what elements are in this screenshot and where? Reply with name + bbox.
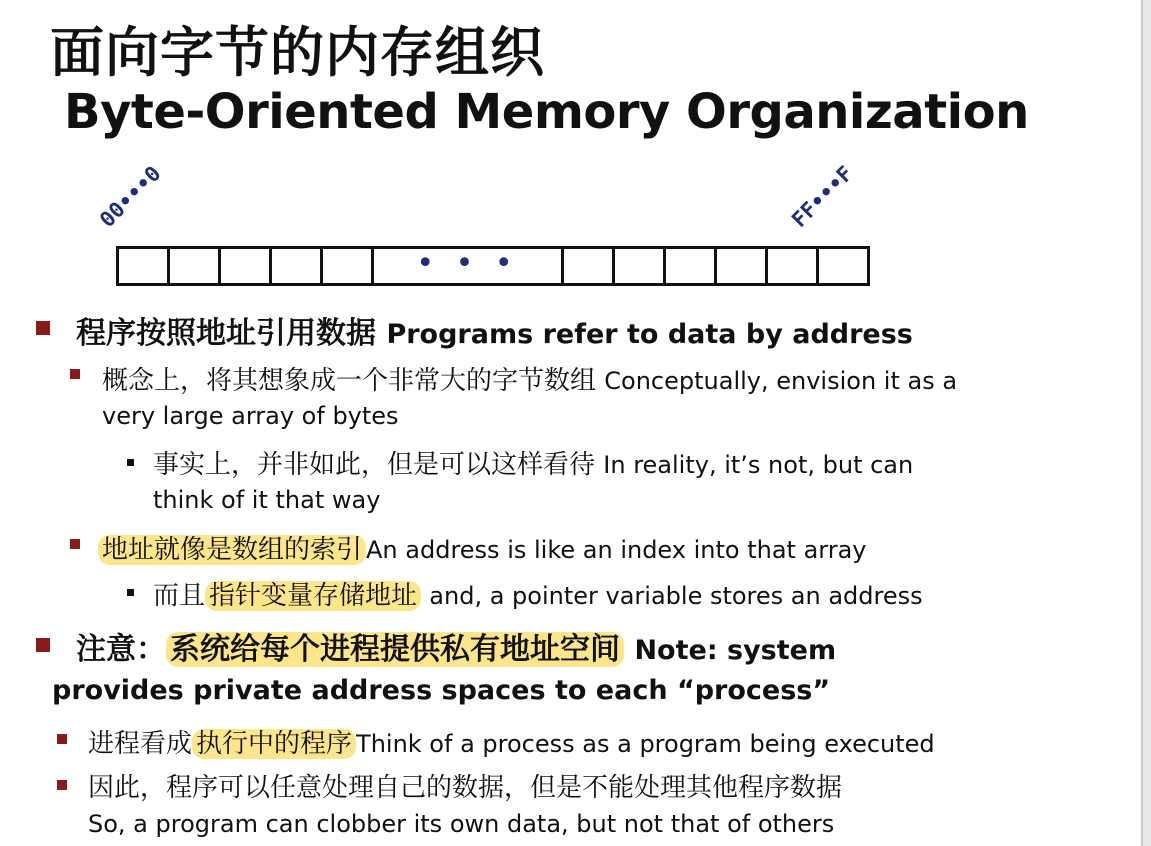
memory-cell <box>323 249 374 283</box>
sub-sub-bullet-marker <box>127 459 134 466</box>
bullet-text-en-cont: provides private address spaces to each “process” <box>52 675 831 706</box>
memory-byte-array <box>116 246 870 286</box>
highlighted-text-cn: 执行中的程序 <box>192 729 356 759</box>
memory-cell <box>615 249 666 283</box>
sub-sub-bullet-marker <box>127 589 134 596</box>
memory-cell <box>119 249 170 283</box>
bullet-text-cn: 概念上，将其想象成一个非常大的字节数组 <box>102 366 597 396</box>
bullet-text-en: Note: system <box>634 635 837 666</box>
memory-end-label: FF•••F <box>787 161 858 232</box>
bullet-text-cn: 而且 <box>153 581 206 611</box>
memory-cell <box>221 249 272 283</box>
bullet-text-en: An address is like an index into that array <box>366 536 867 564</box>
sub-sub-bullet-in-reality-continued <box>153 485 380 515</box>
bullet-note-private-address-continued <box>52 672 830 707</box>
sub-bullet-clobber-data <box>88 767 842 804</box>
highlighted-text-cn: 系统给每个进程提供私有地址空间 <box>166 632 624 667</box>
bullet-text-en-cont: very large array of bytes <box>102 402 399 430</box>
memory-cell <box>768 249 819 283</box>
highlighted-text-cn: 指针变量存储地址 <box>205 581 421 611</box>
bullet-text-cn: 进程看成 <box>88 729 193 759</box>
bullet-marker <box>36 321 50 335</box>
sub-bullet-conceptually <box>102 360 957 397</box>
sub-bullet-marker <box>70 369 80 379</box>
bullet-note-private-address <box>76 624 836 668</box>
memory-start-label: 00•••0 <box>95 161 166 232</box>
bullet-marker <box>36 638 50 652</box>
memory-cell <box>717 249 768 283</box>
highlighted-text-cn: 地址就像是数组的索引 <box>98 535 366 565</box>
bullet-text-en: Conceptually, envision it as a <box>604 367 958 395</box>
sub-bullet-process-definition <box>88 723 935 760</box>
sub-sub-bullet-pointer-variable <box>153 575 923 612</box>
memory-cell <box>564 249 615 283</box>
bullet-text-cn: 程序按照地址引用数据 <box>76 316 376 351</box>
bullet-text-en-cont: think of it that way <box>153 486 381 514</box>
memory-cell <box>272 249 323 283</box>
memory-cell <box>819 249 870 283</box>
sub-bullet-marker <box>57 734 67 744</box>
sub-bullet-conceptually-continued <box>102 401 399 431</box>
window-edge <box>1141 0 1151 846</box>
bullet-text-cn: 注意： <box>76 632 166 667</box>
bullet-text-en: Think of a process as a program being executed <box>356 730 935 758</box>
bullet-programs-refer-data <box>76 308 913 352</box>
bullet-text-en: In reality, it’s not, but can <box>603 451 914 479</box>
bullet-text-en: Programs refer to data by address <box>386 319 913 350</box>
bullet-text-en: So, a program can clobber its own data, but not that of others <box>88 810 835 838</box>
sub-bullet-address-index <box>98 529 867 566</box>
memory-cell <box>170 249 221 283</box>
memory-ellipsis: • • • <box>416 246 519 281</box>
memory-cell <box>666 249 717 283</box>
bullet-text-en: and, a pointer variable stores an address <box>429 582 923 610</box>
memory-cell-gap <box>374 246 564 283</box>
title-chinese: 面向字节的内存组织 <box>50 21 545 84</box>
bullet-text-cn: 事实上，并非如此，但是可以这样看待 <box>153 450 596 480</box>
sub-bullet-marker <box>57 780 67 790</box>
sub-bullet-marker <box>70 539 80 549</box>
bullet-text-cn: 因此，程序可以任意处理自己的数据，但是不能处理其他程序数据 <box>88 773 843 803</box>
sub-bullet-clobber-data-continued <box>88 809 834 839</box>
title-english: Byte-Oriented Memory Organization <box>64 84 1029 140</box>
sub-sub-bullet-in-reality <box>153 444 913 481</box>
